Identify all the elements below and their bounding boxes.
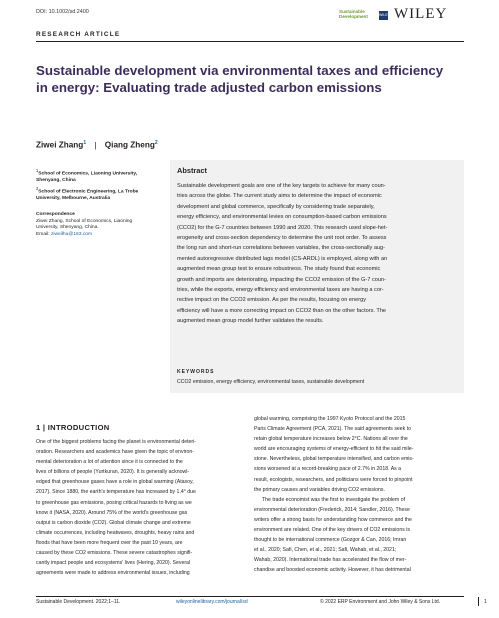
body-line: world are encouraging systems of energy-efficient to hit the said mile- — [254, 446, 414, 453]
body-line: thought to be international commerce (Gozgor & Can, 2016; Imran — [254, 537, 407, 544]
abstract-heading: Abstract — [177, 166, 207, 175]
body-line: the primary causes and variables driving CO2 emissions. — [254, 486, 385, 493]
body-line: environmental deterioration (Frederick, 2014; Sandler, 2016). These — [254, 506, 410, 513]
affiliation — [36, 186, 156, 203]
body-line: environment are related. One of the key drivers of CO2 emissions is — [254, 527, 410, 534]
body-line: One of the biggest problems facing the planet is environmental deteri- — [36, 439, 197, 445]
body-column-left — [36, 437, 246, 578]
body-line: 2017). Since 1880, the earth's temperature has increased by 1.4° due — [36, 489, 196, 496]
body-line: know it (NASA, 2020). Around 75% of the world's greenhouse gas — [36, 509, 188, 516]
page-number: 1 — [484, 599, 487, 605]
body-line: The trade economist was the first to investigate the problem of — [262, 496, 406, 503]
body-line: stone. Nevertheless, global temperature intensified, and carbon emis- — [254, 456, 414, 463]
abstract-line: efficiency will have a more correcting impact on CCO2 than on the other factors. The — [177, 307, 387, 314]
body-line: caused by these CO2 emissions. These severe catastrophes signifi- — [36, 550, 193, 557]
footer-divider — [36, 596, 464, 597]
header-divider — [36, 41, 464, 42]
correspondence-line: Ziwei Zhang, School of Economics, Liaoning — [36, 218, 133, 224]
body-line: writers offer a strong basis for understanding how commerce and the — [254, 516, 412, 523]
abstract-line: rective impact on the CCO2 emission. As per the results, focusing on energy — [177, 297, 367, 304]
body-line: retain global temperature increases below 2°C. Nations all over the — [254, 436, 408, 443]
body-line: edged that greenhouse gases have a role in global warming (Atasoy, — [36, 479, 194, 486]
publisher-logo[interactable]: WILEY — [394, 6, 448, 22]
body-line: Paris Climate Agreement (PCA, 2021). The said agreements seek to — [254, 426, 412, 433]
journal-badge: WILEY — [379, 11, 388, 20]
body-line: Wahab, 2020). International trade has accelerated the flow of mer- — [254, 557, 407, 564]
author-name[interactable]: Ziwei Zhang — [36, 140, 84, 150]
affiliation-number: 2 — [36, 186, 39, 191]
footer-citation: Sustainable Development. 2022;1–11. — [36, 599, 121, 605]
abstract-line: augmented mean group test to ensure robustness. The study found that economic — [177, 266, 381, 273]
journal-logo-line: Development — [339, 14, 368, 20]
abstract-body — [177, 181, 460, 327]
article-title: Sustainable development via environmental taxes and efficiency in energy: Evaluating trade adjusted carbon emissions — [36, 63, 444, 95]
abstract-line: augmented mean group model further validates the results. — [177, 318, 324, 325]
section-heading: 1 | INTRODUCTION — [36, 423, 110, 432]
affiliation-text: School of Electronic Engineering, La Trobe University, Melbourne, Australia — [36, 189, 139, 202]
abstract-line: Sustainable development goals are one of the key targets to achieve for many coun- — [177, 183, 386, 189]
body-column-right — [254, 414, 464, 576]
body-line: result, ecologists, researchers, and politicians were forced to pinpoint — [254, 476, 413, 483]
journal-logo[interactable] — [339, 9, 375, 25]
footer-copyright: © 2022 ERP Environment and John Wiley & Sons Ltd. — [320, 599, 441, 605]
email-label: Email: — [36, 231, 50, 237]
body-line: et al., 2020; Safi, Chen, et al., 2021; Safi, Wahab, et al., 2021; — [254, 547, 397, 554]
abstract-line: tries, while the exports, energy efficiency and environmental taxes are having a cor- — [177, 287, 384, 294]
footer-journal-link[interactable]: wileyonlinelibrary.com/journal/sd — [176, 599, 248, 605]
abstract-line: tries across the globe. The current study aims to determine the impact of economic — [177, 193, 382, 200]
body-line: mental deterioration a lot of attention since it is connected to the — [36, 459, 183, 466]
author-name[interactable]: Qiang Zheng — [104, 140, 155, 150]
keywords-heading: KEYWORDS — [177, 369, 215, 375]
abstract-line: (CCO2) for the G-7 countries between 1990 and 2020. This research used slope-het- — [177, 224, 388, 231]
email-link[interactable]: ziweilhu@163.com — [50, 231, 93, 237]
abstract-line: development and global commerce, specifically by considering trade separately, — [177, 203, 375, 210]
body-line: to greenhouse gas emissions, posing critical hazards to living as we — [36, 499, 192, 506]
body-line: floods that have been more frequent over the past 10 years, are — [36, 539, 183, 546]
affiliation-number: 1 — [36, 168, 39, 173]
correspondence-line: University, Shenyang, China. — [36, 225, 99, 231]
body-line: agreements were made to address environmental issues, including — [36, 570, 190, 577]
footer-separator — [478, 597, 479, 606]
body-line: climate occurrences, including heatwaves, droughts, heavy rains and — [36, 529, 195, 536]
body-line: oration. Researchers and academics have given the topic of environ- — [36, 449, 195, 456]
keywords-list: CCO2 emission, energy efficiency, environmental taxes, sustainable development — [177, 379, 365, 385]
body-line: sions worsened at a record-breaking pace of 2.7% in 2018. As a — [254, 466, 402, 473]
author-affiliation-marker[interactable]: 2 — [154, 140, 158, 146]
author-separator: | — [94, 140, 97, 150]
abstract-line: erogeneity and cross-section dependency to determine the unit root order. To assess — [177, 235, 387, 242]
correspondence-heading: Correspondence — [36, 212, 75, 217]
correspondence — [36, 212, 156, 238]
affiliation-text: School of Economics, Liaoning University, Shenyang, China — [36, 171, 138, 184]
affiliation — [36, 168, 156, 185]
body-line: global warming, comprising the 1997 Kyoto Protocol and the 2015 — [254, 416, 406, 422]
abstract-line: the long run and short-run correlations between variables, the cross-sectionally aug- — [177, 245, 386, 252]
abstract-line: growth and imports are deteriorating, impacting the CCO2 emission of the G-7 coun- — [177, 276, 386, 283]
author-list — [36, 140, 158, 150]
doi[interactable]: DOI: 10.1002/sd.2400 — [36, 9, 89, 15]
abstract-line: energy efficiency, and environmental levies on consumption-based carbon emissions — [177, 214, 387, 221]
body-line: lives of billions of people (Yurtkuran, 2020). It is generally acknowl- — [36, 469, 190, 476]
body-line: chandise and boosted economic activity. However, it has detrimental — [254, 567, 411, 574]
body-line: cantly impact people and ecosystems' lives (Hering, 2020). Several — [36, 560, 191, 567]
author-affiliation-marker[interactable]: 1 — [83, 140, 87, 146]
body-line: output is carbon dioxide (CO2). Global climate change and extreme — [36, 519, 191, 526]
article-type-label: RESEARCH ARTICLE — [36, 31, 121, 38]
journal-logo-line: Sustainable — [339, 9, 365, 14]
abstract-line: mented autoregressive distributed lags model (CS-ARDL) is employed, along with an — [177, 255, 388, 262]
